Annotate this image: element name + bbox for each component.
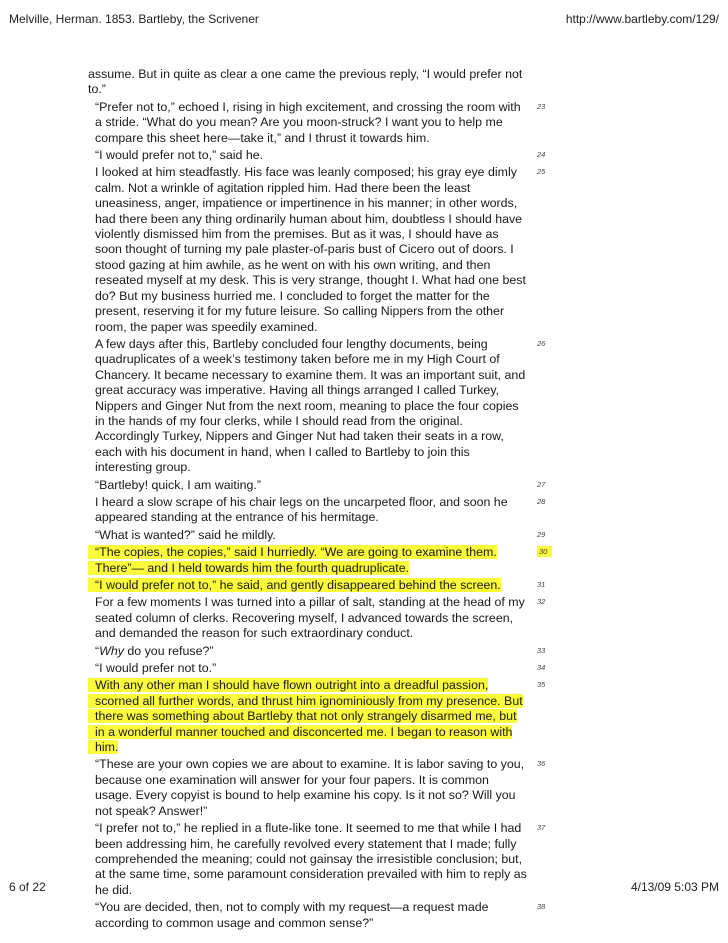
page-count: 6 of 22 — [9, 880, 46, 894]
paragraph-continued — [88, 67, 528, 98]
document-body — [88, 67, 548, 933]
paragraph-26 — [88, 336, 546, 476]
italic-word: Why — [99, 643, 124, 658]
paragraph-text: I heard a slow scrape of his chair legs on the uncarpeted floor, and soon he appeared standing at the entrance of his hermitage. — [95, 494, 508, 525]
highlighted-text: “The copies, the copies,” said I hurriedly. “We are going to examine them. There”— and I held towards him the fourth quadruplicate. — [88, 545, 497, 574]
paragraph-text: “What is wanted?” said he mildly. — [95, 527, 276, 542]
paragraph-number: 25 — [537, 167, 546, 177]
paragraph-31-highlighted — [88, 578, 546, 593]
paragraph-number: 35 — [537, 680, 546, 690]
paragraph-25 — [88, 165, 546, 334]
paragraph-number: 31 — [537, 580, 546, 589]
paragraph-text: “I would prefer not to,” said he. — [95, 148, 264, 163]
paragraph-number: 32 — [537, 597, 546, 607]
paragraph-text: assume. But in quite as clear a one came the previous reply, “I would prefer not to.” — [88, 67, 523, 97]
header-citation: Melville, Herman. 1853. Bartleby, the Scrivener — [9, 12, 259, 26]
paragraph-number: 38 — [537, 902, 546, 912]
page-footer — [9, 880, 719, 894]
paragraph-28 — [88, 494, 546, 526]
page-header — [9, 12, 719, 26]
paragraph-number: 30 — [537, 546, 552, 557]
paragraph-number: 24 — [537, 150, 546, 160]
paragraph-text: A few days after this, Bartleby concluded four lengthy documents, being quadruplicates of a week’s testimony taken before me in my High Court of Chancery. It became necessary to examine them. It was an important suit, and great accuracy was imperative. Having all things arranged I called Turkey, Nippers and Ginger Nut from the next room, meaning to place the four copies in the hands of my four clerks, while I should read from the original. Accordingly Turkey, Nippers and Ginger Nut had taken their seats in a row, each with his document in hand, when I called to Bartleby to join this interesting group. — [95, 336, 526, 475]
paragraph-text: I looked at him steadfastly. His face was leanly composed; his gray eye dimly calm. Not a wrinkle of agitation rippled him. Had there been the least uneasiness, anger, impatience or impertinence in his manner; in other words, had there been any thing ordinarily human about him, doubtless I should have violently dismissed him from the premises. But as it was, I should have as soon thought of turning my pale plaster-of-paris bust of Cicero out of doors. I stood gazing at him awhile, as he went on with his own writing, and then reseated myself at my desk. This is very strange, thought I. What had one best do? But my business hurried me. I concluded to forget the matter for the present, reserving it for my future leisure. So calling Nippers from the other room, the paper was speedily examined. — [95, 165, 526, 334]
paragraph-number: 37 — [537, 823, 546, 833]
paragraph-34 — [88, 661, 546, 676]
paragraph-number: 34 — [537, 663, 546, 673]
paragraph-23 — [88, 99, 546, 146]
paragraph-text — [88, 644, 528, 659]
paragraph-text: For a few moments I was turned into a pillar of salt, standing at the head of my seated column of clerks. Recovering myself, I advanced towards the screen, and demanded the reason for such extraordinary conduct. — [95, 595, 525, 641]
highlighted-text: “I would prefer not to,” he said, and gently disappeared behind the screen. — [88, 578, 501, 592]
paragraph-24 — [88, 148, 546, 163]
paragraph-text: “You are decided, then, not to comply with my request—a request made according to common usage and common sense?” — [95, 900, 489, 930]
paragraph-text: “These are your own copies we are about to examine. It is labor saving to you, because one examination will answer for your four papers. It is common usage. Every copyist is bound to help examine his copy. Is it not so? Will you not speak? Answer!” — [95, 757, 525, 818]
paragraph-number: 23 — [537, 101, 546, 111]
paragraph-number: 28 — [537, 496, 546, 506]
paragraph-rest: do you refuse?” — [123, 643, 214, 658]
paragraph-30-highlighted — [88, 545, 548, 576]
paragraph-text: “I prefer not to,” he replied in a flute-like tone. It seemed to me that while I had been addressing him, he carefully revolved every statement that I made; fully comprehended the meaning; could not gainsay the irresistible conclusion; but, at the same time, some paramount consideration prevailed with him to reply as he did. — [95, 821, 527, 897]
highlighted-text: With any other man I should have flown outright into a dreadful passion, scorned all further words, and thrust him ignominiously from my presence. But there was something about Bartleby that not only strangely disarmed me, but in a wonderful manner touched and disconcerted me. I began to reason with him. — [88, 678, 523, 754]
paragraph-27 — [88, 477, 546, 493]
paragraph-number: 33 — [537, 645, 546, 655]
paragraph-33 — [88, 643, 546, 659]
paragraph-32 — [88, 595, 546, 641]
paragraph-number: 36 — [537, 759, 546, 769]
paragraph-text: “I would prefer not to.” — [95, 661, 217, 676]
paragraph-36 — [88, 757, 546, 819]
paragraph-38 — [88, 900, 546, 931]
paragraph-29 — [88, 527, 546, 543]
paragraph-text: “Prefer not to,” echoed I, rising in high excitement, and crossing the room with a stride. “What do you mean? Are you moon-struck? I want you to help me compare this sheet here—take it,” and I thrust it towards him. — [95, 99, 521, 145]
paragraph-text: “Bartleby! quick, I am waiting.” — [95, 477, 261, 492]
paragraph-number: 29 — [537, 529, 546, 539]
paragraph-35-highlighted — [88, 678, 546, 755]
open-quote: “ — [95, 643, 100, 658]
print-timestamp: 4/13/09 5:03 PM — [630, 880, 719, 894]
header-url[interactable]: http://www.bartleby.com/129/ — [565, 12, 719, 26]
paragraph-number: 27 — [537, 479, 546, 489]
paragraph-number: 26 — [537, 338, 546, 348]
